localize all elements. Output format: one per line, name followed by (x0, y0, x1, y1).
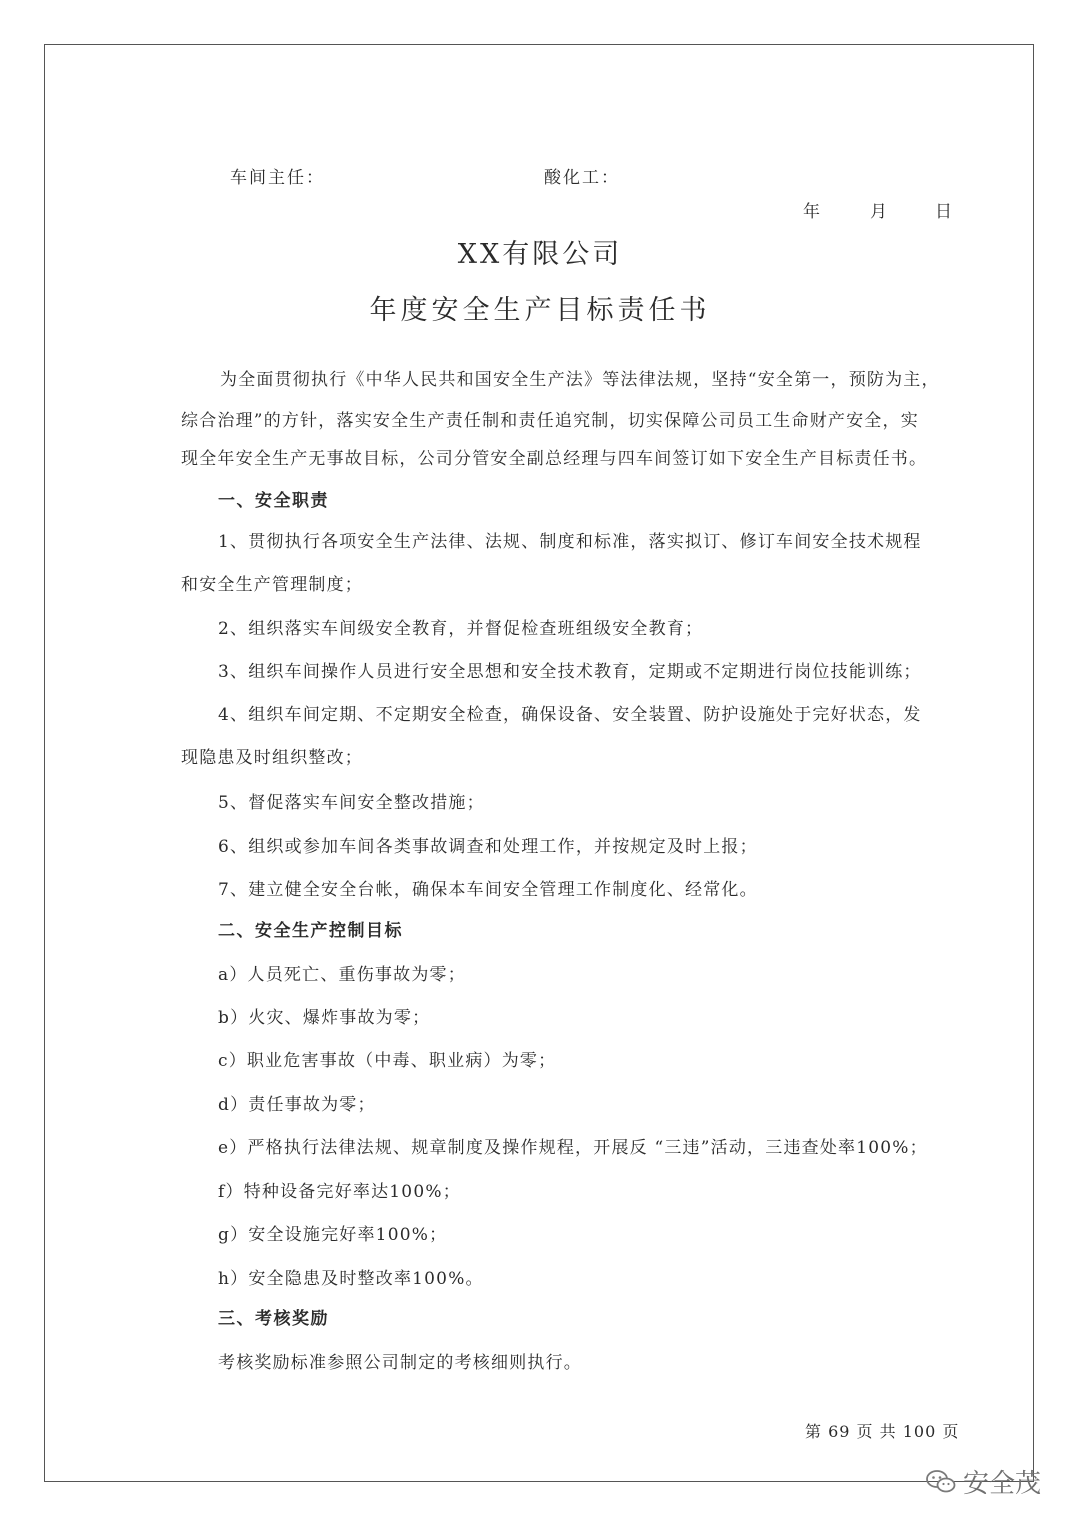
assessment-text: 考核奖励标准参照公司制定的考核细则执行。 (218, 1353, 582, 1373)
target-item-a: a）人员死亡、重伤事故为零； (218, 965, 466, 985)
date-day-label: 日 (935, 202, 952, 222)
watermark-text: 安全茂 (963, 1469, 1042, 1499)
section-3-heading: 三、考核奖励 (218, 1309, 329, 1329)
company-title: XX有限公司 (457, 239, 623, 270)
intro-line-2: 综合治理”的方针，落实安全生产责任制和责任追究制，切实保障公司员工生命财产安全，实 (181, 411, 919, 431)
duty-item-7: 7、建立健全安全台帐，确保本车间安全管理工作制度化、经常化。 (218, 880, 758, 900)
section-1-heading: 一、安全职责 (218, 491, 329, 511)
workshop-director-signature-label: 车间主任： (230, 168, 325, 188)
target-item-c: c）职业危害事故（中毒、职业病）为零； (218, 1051, 557, 1071)
target-item-h: h）安全隐患及时整改率100%。 (218, 1269, 484, 1289)
target-item-f: f）特种设备完好率达100%； (218, 1182, 461, 1202)
duty-item-5: 5、督促落实车间安全整改措施； (218, 793, 485, 813)
target-item-b: b）火灾、爆炸事故为零； (218, 1008, 431, 1028)
page-number: 第 69 页 共 100 页 (805, 1422, 960, 1441)
duty-item-1-line-2: 和安全生产管理制度； (181, 575, 363, 595)
document-title: 年度安全生产目标责任书 (369, 295, 711, 326)
wechat-icon (925, 1468, 957, 1496)
acid-worker-signature-label: 酸化工： (544, 168, 620, 188)
date-year-label: 年 (803, 202, 820, 222)
duty-item-1-line-1: 1、贯彻执行各项安全生产法律、法规、制度和标准，落实拟订、修订车间安全技术规程 (218, 532, 922, 552)
duty-item-2: 2、组织落实车间级安全教育，并督促检查班组级安全教育； (218, 619, 704, 639)
duty-item-3: 3、组织车间操作人员进行安全思想和安全技术教育，定期或不定期进行岗位技能训练； (218, 662, 922, 682)
intro-line-3: 现全年安全生产无事故目标，公司分管安全副总经理与四车间签订如下安全生产目标责任书。 (181, 449, 928, 469)
target-item-g: g）安全设施完好率100%； (218, 1225, 448, 1245)
intro-line-1: 为全面贯彻执行《中华人民共和国安全生产法》等法律法规，坚持“安全第一，预防为主， (220, 370, 940, 390)
target-item-e: e）严格执行法律法规、规章制度及操作规程，开展反 “三违”活动，三违查处率100%； (218, 1138, 928, 1158)
duty-item-4-line-1: 4、组织车间定期、不定期安全检查，确保设备、安全装置、防护设施处于完好状态，发 (218, 705, 922, 725)
target-item-d: d）责任事故为零； (218, 1095, 376, 1115)
section-2-heading: 二、安全生产控制目标 (218, 921, 403, 941)
watermark (925, 1463, 1041, 1500)
date-month-label: 月 (870, 202, 887, 222)
duty-item-6: 6、组织或参加车间各类事故调查和处理工作，并按规定及时上报； (218, 837, 758, 857)
duty-item-4-line-2: 现隐患及时组织整改； (181, 748, 363, 768)
